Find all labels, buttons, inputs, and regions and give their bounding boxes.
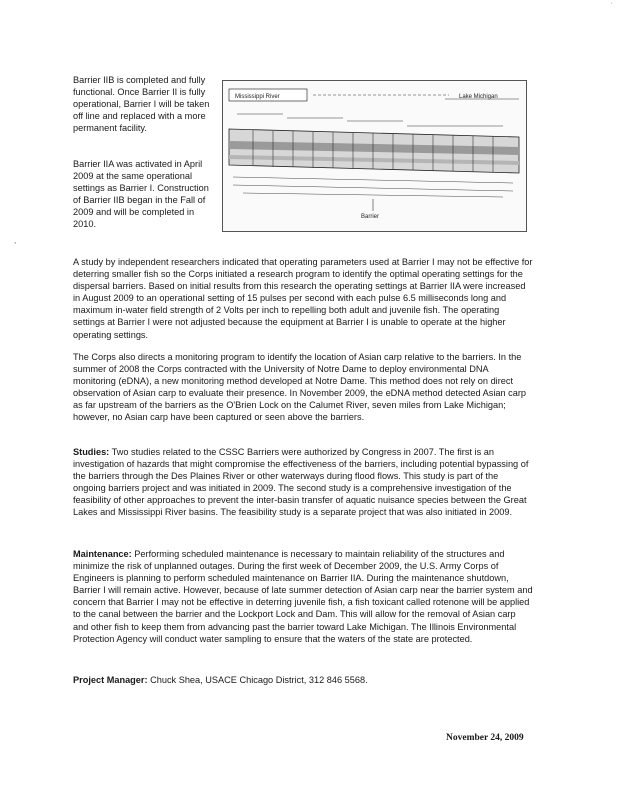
- paragraph-maintenance: [73, 548, 533, 645]
- maintenance-text: Performing scheduled maintenance is necessary to maintain reliability of the structures and minimize the risk of unplanned outages. During the first week of December 2009, the U.S. Army Corps of Engineers is planning to perform scheduled maintenance on Barrier IIA. During the maintenance shutdown, Barrier I will remain active. However, because of late summer detection of Asian carp near the barrier system and concern that Barrier I may not be effective in deterring juvenile fish, a fish toxicant called rotenone will be applied to the canal between the barrier and the Lockport Lock and Dam. This will allow for the removal of Asian carp and other fish to keep them from advancing past the barrier toward Lake Michigan. The Illinois Environmental Protection Agency will conduct water sampling to ensure that the waters of the state are protected.: [73, 549, 533, 644]
- maintenance-label: Maintenance:: [73, 549, 132, 559]
- diagram-detail-lines: [233, 177, 513, 197]
- footer-date: November 24, 2009: [446, 733, 524, 743]
- barrier-diagram: [223, 81, 526, 231]
- scan-artifact: ·: [610, 0, 613, 7]
- barrier-diagram-figure: [222, 80, 527, 232]
- diagram-label-barrier: Barrier: [361, 214, 380, 220]
- project-manager-text: Chuck Shea, USACE Chicago District, 312 846 5568.: [147, 675, 368, 685]
- intro-paragraph-barrier-iia: Barrier IIA was activated in April 2009 at the same operational settings as Barrier I. Construction of Barrier IIB began in the Fall of 2009 and will be completed in 2010.: [73, 159, 209, 230]
- paragraph-project-manager: [73, 674, 533, 686]
- intro-paragraph-barrier-iib: Barrier IIB is completed and fully functional. Once Barrier II is fully operational, Barrier I will be taken off line and replaced with a more permanent facility.: [73, 75, 210, 134]
- project-manager-label: Project Manager:: [73, 675, 148, 685]
- studies-text: Two studies related to the CSSC Barriers were authorized by Congress in 2007. The first is an investigation of hazards that might compromise the effectiveness of the barriers, including potential bypassing of the barriers through the Des Plaines River or other waterways during flood flows. This study is part of the ongoing barriers project and was initiated in 2009. The second study is a comprehensive investigation of the feasibility of other approaches to prevent the inter-basin transfer of aquatic nuisance species between the Great Lakes and Mississippi River basins. The feasibility study is a separate project that was also initiated in 2009.: [73, 447, 529, 518]
- paragraph-research: A study by independent researchers indicated that operating parameters used at Barrier I may not be effective for deterring smaller fish so the Corps initiated a research program to identify the optimal operating settings for the dispersal barriers. Based on initial results from this research the operating settings at Barrier IIA were increased in August 2009 to an operational setting of 15 pulses per second with each pulse 6.5 milliseconds long and maximum in-water field strength of 2 Volts per inch to repelling both adult and juvenile fish. The operating settings at Barrier I were not adjusted because the equipment at Barrier I is unable to operate at the higher operating settings.: [73, 257, 533, 340]
- diagram-label-mississippi: Mississippi River: [235, 94, 280, 100]
- paragraph-studies: [73, 446, 533, 519]
- paragraph-monitoring: The Corps also directs a monitoring program to identify the location of Asian carp relative to the barriers. In the summer of 2008 the Corps contracted with the University of Notre Dame to deploy environmental DNA monitoring (eDNA), a new monitoring method developed at Notre Dame. This method does not rely on direct observation of Asian carp to evaluate their presence. In November 2009, the eDNA method detected Asian carp as far upstream of the barriers as the O'Brien Lock on the Calumet River, seven miles from Lake Michigan; however, no Asian carp have been captured or seen above the barriers.: [73, 352, 527, 423]
- diagram-label-lake-michigan: Lake Michigan: [459, 94, 498, 100]
- studies-label: Studies:: [73, 447, 110, 457]
- scan-artifact: ,: [14, 236, 17, 245]
